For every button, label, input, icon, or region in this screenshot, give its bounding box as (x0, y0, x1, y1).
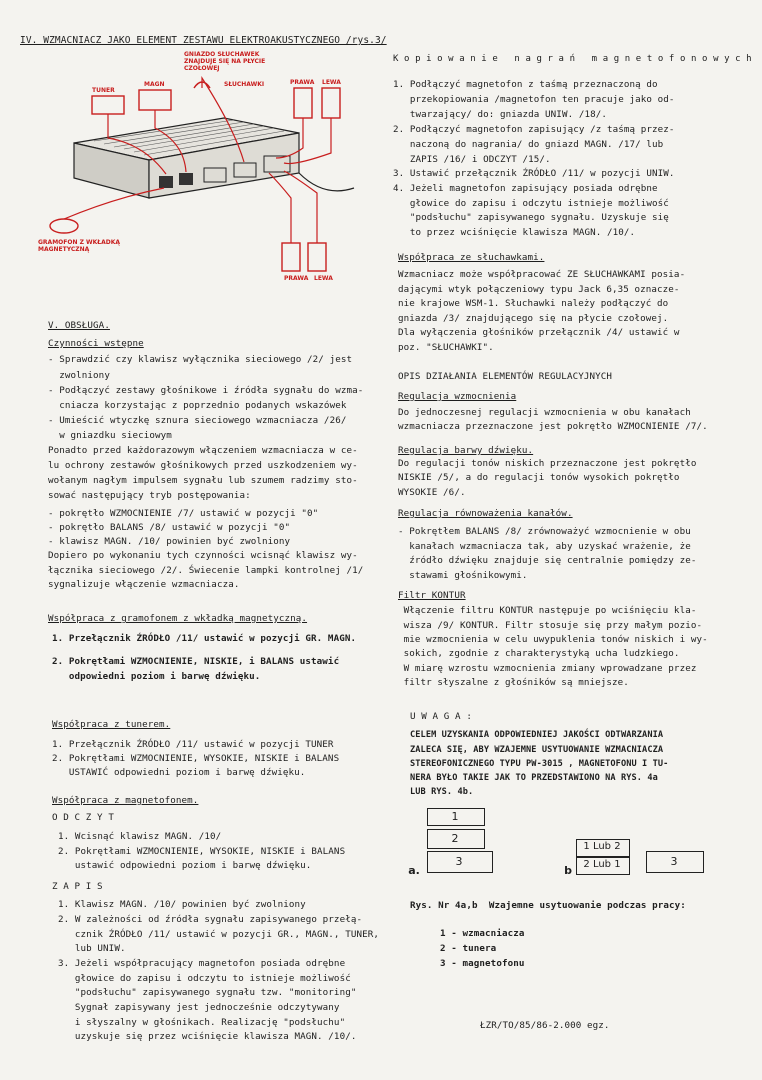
left-line-29: 2. Pokrętłami WZMOCNIENIE, WYSOKIE, NISKIE i BALANS (58, 846, 346, 857)
right-line-46: 1 - wzmacniacza (440, 928, 525, 939)
right-line-34: wisza /9/ KONTUR. Filtr stosuje się przy małym pozio- (398, 620, 703, 631)
left-line-37: głowice do zapisu i odczytu to istnieje możliwość (58, 973, 351, 984)
right-line-47: 2 - tunera (440, 943, 497, 954)
right-line-22: wzmacniacza przeznaczone jest pokrętło WZMOCNIENIE /7/. (398, 421, 708, 432)
left-line-40: i słyszalny w głośnikach. Realizację "podsłuchu" (58, 1017, 346, 1028)
right-line-21: Do jednoczesnej regulacji wzmocnienia w obu kanałach (398, 407, 691, 418)
label-right-top: PRAWA (290, 79, 315, 86)
left-line-28: 1. Wcisnąć klawisz MAGN. /10/ (58, 831, 222, 842)
left-line-41: uzyskuje się przez wciśnięcie klawisza MAGN. /10/. (58, 1031, 357, 1042)
left-line-34: cznik ŹRÓDŁO /11/ ustawić w pozycji GR., MAGN., TUNER, (58, 929, 379, 940)
figure-a-label: a. (408, 864, 420, 877)
right-line-24: Do regulacji tonów niskich przeznaczone jest pokrętło (398, 458, 697, 469)
right-line-14: dającymi wtyk połączeniowy typu Jack 6,35 oznacze- (398, 284, 680, 295)
label-turntable-1: GRAMOFON Z WKŁADKĄ (38, 239, 121, 246)
left-line-3: zwolniony (48, 370, 110, 381)
right-line-36: sokich, zgodnie z charakterystyką ucha ludzkiego. (398, 648, 680, 659)
right-line-27: Regulacja równoważenia kanałów. (398, 508, 573, 519)
left-line-31: Z A P I S (52, 881, 103, 892)
amplifier-diagram-icon (34, 48, 364, 298)
socket-note-line-3: CZOŁOWEJ (184, 65, 220, 72)
right-line-33: Włączenie filtru KONTUR następuje po wciśnięciu kla- (398, 605, 697, 616)
right-line-16: gniazda /3/ znajdującego się na płycie czołowej. (398, 313, 669, 324)
left-line-16: łącznika sieciowego /2/. Świecenie lampki kontrolnej /1/ (48, 565, 364, 576)
right-line-28: - Pokrętłem BALANS /8/ zrównoważyć wzmocnienie w obu (398, 526, 691, 537)
left-line-18: Współpraca z gramofonem z wkładką magnetyczną. (48, 613, 308, 624)
left-line-20: 2. Pokrętłami WZMOCNIENIE, NISKIE, i BALANS ustawić (52, 656, 340, 667)
left-line-11: sować następujący tryb postępowania: (48, 490, 251, 501)
left-line-9: lu ochrony zestawów głośnikowych przed uszkodzeniem wy- (48, 460, 358, 471)
left-line-23: 1. Przełącznik ŹRÓDŁO /11/ ustawić w pozycji TUNER (52, 739, 334, 750)
left-line-30: ustawić odpowiedni poziom i barwę dźwięku. (58, 860, 312, 871)
right-line-30: źródło dźwięku znajduje się centralnie pomiędzy ze- (398, 555, 697, 566)
left-line-2: - Sprawdzić czy klawisz wyłącznika sieciowego /2/ jest (48, 354, 353, 365)
right-line-29: kanałach wzmacniacza tak, aby uzyskać wrażenie, że (398, 541, 691, 552)
left-line-27: O D C Z Y T (52, 812, 114, 823)
right-line-5: naczoną do nagrania/ do gniazd MAGN. /17/ lub (393, 139, 664, 150)
label-turntable-2: MAGNETYCZNĄ (38, 246, 90, 253)
left-line-21: odpowiedni poziom i barwę dźwięku. (52, 671, 261, 682)
left-line-33: 2. W zależności od źródła sygnału zapisywanego przełą- (58, 914, 363, 925)
right-line-38: filtr słyszalne z głośników są mniejsze. (398, 677, 629, 688)
left-line-5: cniacza korzystając z poprzednio podanych wskazówek (48, 400, 347, 411)
right-line-42: STEREOFONICZNEGO TYPU PW-3015 , MAGNETOFONU I TU- (410, 759, 669, 769)
right-line-8: 4. Jeżeli magnetofon zapisujący posiada odrębne (393, 183, 658, 194)
left-line-35: lub UNIW. (58, 943, 126, 954)
box-b-2-label: 2 Lub 1 (583, 859, 621, 870)
right-line-49: ŁZR/TO/85/86-2.000 egz. (480, 1020, 610, 1031)
socket-note-line-2: ZNAJDUJE SIĘ NA PŁYCIE (184, 58, 266, 65)
right-line-31: stawami głośnikowymi. (398, 570, 528, 581)
right-line-45: Rys. Nr 4a,b Wzajemne usytuowanie podczas pracy: (410, 900, 686, 911)
amplifier-connection-figure (34, 48, 364, 298)
right-line-26: WYSOKIE /6/. (398, 487, 466, 498)
label-tuner: TUNER (92, 87, 115, 94)
section-header: IV. WZMACNIACZ JAKO ELEMENT ZESTAWU ELEKTROAKUSTYCZNEGO /rys.3/ (20, 35, 387, 46)
right-line-6: ZAPIS /16/ i ODCZYT /15/. (393, 154, 551, 165)
right-line-7: 3. Ustawić przełącznik ŹRÓDŁO /11/ w pozycji UNIW. (393, 168, 675, 179)
right-line-18: poz. "SŁUCHAWKI". (398, 342, 494, 353)
right-line-41: ZALECA SIĘ, ABY WZAJEMNE USYTUOWANIE WZMACNIACZA (410, 745, 664, 755)
left-line-22: Współpraca z tunerem. (52, 719, 171, 730)
label-magn: MAGN (144, 81, 165, 88)
left-line-1: Czynności wstępne (48, 338, 144, 349)
left-line-0: V. OBSŁUGA. (48, 320, 110, 331)
right-line-39: U W A G A : (410, 711, 472, 722)
right-line-44: LUB RYS. 4b. (410, 787, 474, 797)
right-line-17: Dla wyłączenia głośników przełącznik /4/ ustawić w (398, 327, 680, 338)
right-line-20: Regulacja wzmocnienia (398, 391, 517, 402)
left-line-32: 1. Klawisz MAGN. /10/ powinien być zwolniony (58, 899, 306, 910)
left-line-10: wołanym nagłym impulsem sygnału lub szumem radzimy sto- (48, 475, 358, 486)
right-line-15: nie krajowe WSM-1. Słuchawki należy podłączyć do (398, 298, 669, 309)
box-a-3-label: 3 (455, 855, 463, 868)
label-left-top: LEWA (322, 79, 341, 86)
left-line-26: Współpraca z magnetofonem. (52, 795, 199, 806)
right-line-19: OPIS DZIAŁANIA ELEMENTÓW REGULACYJNYCH (398, 371, 612, 382)
right-line-25: NISKIE /5/, a do regulacji tonów wysokich pokrętło (398, 472, 680, 483)
right-line-9: głowice do zapisu i odczytu istnieje możliwość (393, 198, 669, 209)
left-line-13: - pokrętło BALANS /8/ ustawić w pozycji "0" (48, 522, 291, 533)
left-line-19: 1. Przełącznik ŹRÓDŁO /11/ ustawić w pozycji GR. MAGN. (52, 633, 357, 644)
right-line-12: Współpraca ze słuchawkami. (398, 252, 545, 263)
right-line-32: Filtr KONTUR (398, 590, 466, 601)
left-line-17: sygnalizuje włączenie wzmacniacza. (48, 579, 240, 590)
right-line-43: NERA BYŁO TAKIE JAK TO PRZEDSTAWIONO NA RYS. 4a (410, 773, 658, 783)
right-line-40: CELEM UZYSKANIA ODPOWIEDNIEJ JAKOŚCI ODTWARZANIA (410, 730, 664, 740)
label-right-bottom: PRAWA (284, 275, 309, 282)
left-line-14: - klawisz MAGN. /10/ powinien być zwolniony (48, 536, 291, 547)
left-line-38: "podsłuchu" zapisywanego sygnału tzw. "monitoring" (58, 987, 357, 998)
box-b-3-label: 3 (670, 855, 678, 868)
right-line-2: przekopiowania /magnetofon ten pracuje jako od- (393, 94, 675, 105)
right-line-10: "podsłuchu" zapisywanego sygnału. Uzyskuje się (393, 212, 669, 223)
left-line-15: Dopiero po wykonaniu tych czynności wcisnąć klawisz wy- (48, 550, 358, 561)
box-b-1-label: 1 Lub 2 (583, 841, 621, 852)
right-line-1: 1. Podłączyć magnetofon z taśmą przeznaczoną do (393, 79, 658, 90)
left-line-36: 3. Jeżeli współpracujący magnetofon posiada odrębne (58, 958, 346, 969)
left-line-39: Sygnał zapisywany jest jednocześnie odczytywany (58, 1002, 340, 1013)
left-line-8: Ponadto przed każdorazowym włączeniem wzmacniacza w ce- (48, 445, 358, 456)
box-a-2-label: 2 (451, 832, 459, 845)
right-line-48: 3 - magnetofonu (440, 958, 525, 969)
right-line-4: 2. Podłączyć magnetofon zapisujący /z taśmą przez- (393, 124, 675, 135)
label-headphones: SŁUCHAWKI (224, 81, 265, 88)
right-line-0: K o p i o w a n i e n a g r a ń m a g n e t o f o n o w y c h (393, 54, 752, 64)
label-left-bottom: LEWA (314, 275, 333, 282)
left-line-4: - Podłączyć zestawy głośnikowe i źródła sygnału do wzma- (48, 385, 364, 396)
left-line-25: USTAWIĆ odpowiedni poziom i barwę dźwięku. (52, 767, 306, 778)
right-line-3: twarzający/ do: gniazda UNIW. /18/. (393, 109, 607, 120)
left-line-24: 2. Pokrętłami WZMOCNIENIE, WYSOKIE, NISKIE i BALANS (52, 753, 340, 764)
right-line-23: Regulacja barwy dźwięku. (398, 445, 534, 456)
right-line-13: Wzmacniacz może współpracować ZE SŁUCHAWKAMI posia- (398, 269, 686, 280)
right-line-11: to przez wciśnięcie klawisza MAGN. /10/. (393, 227, 636, 238)
right-line-37: W miarę wzrostu wzmocnienia zmiany wprowadzane przez (398, 663, 697, 674)
left-line-7: w gniazdku sieciowym (48, 430, 172, 441)
left-line-12: - pokrętło WZMOCNIENIE /7/ ustawić w pozycji "0" (48, 508, 319, 519)
left-line-6: - Umieścić wtyczkę sznura sieciowego wzmacniacza /26/ (48, 415, 347, 426)
figure-b-label: b (564, 864, 572, 877)
socket-note-line-1: GNIAZDO SŁUCHAWEK (184, 51, 260, 58)
box-a-1-label: 1 (451, 810, 459, 823)
right-line-35: mie wzmocnienia w celu uwypuklenia tonów niskich i wy- (398, 634, 708, 645)
